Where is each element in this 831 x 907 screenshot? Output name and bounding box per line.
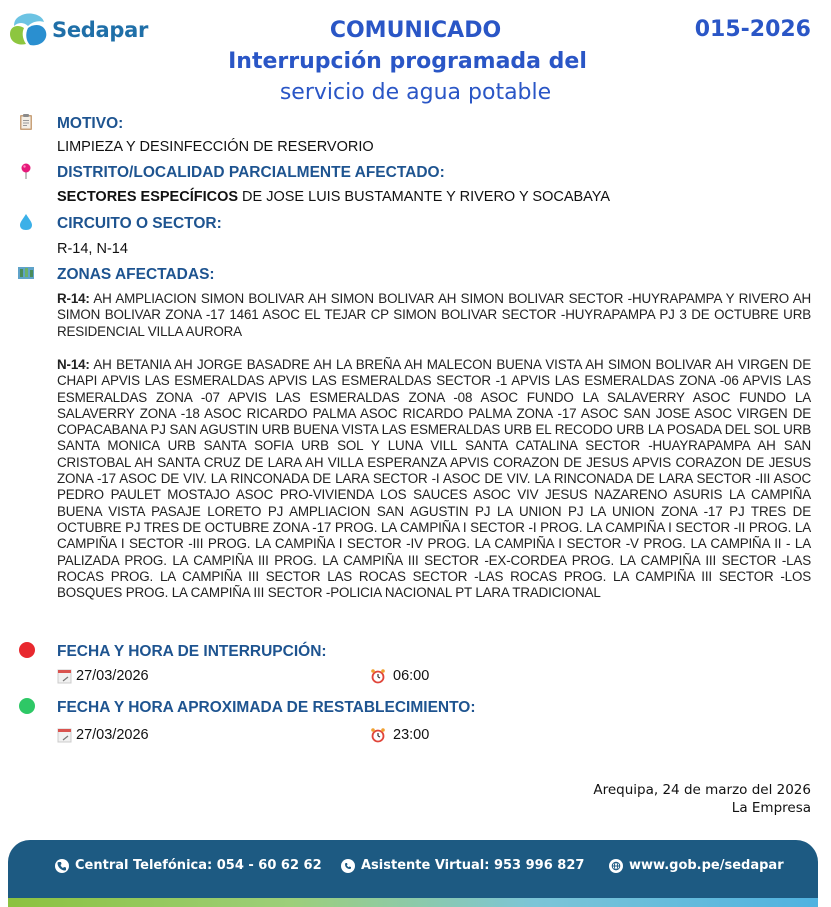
- zone-r14-code: R-14:: [57, 291, 90, 306]
- restablecimiento-time-value: 23:00: [393, 727, 430, 743]
- globe-icon: [609, 859, 623, 873]
- page-subtitle: Interrupción programada del: [228, 49, 587, 74]
- zone-r14-text: AH AMPLIACION SIMON BOLIVAR AH SIMON BOLIVAR AH SIMON BOLIVAR SECTOR -HUYRAPAMPA Y RIVERO AH SIMON BOLIVAR ZONA -17 1461 ASOC EL TEJAR CP SIMON BOLIVAR SECTOR -HUYRAPAMPA PJ 3 DE OCTUBRE URB RESIDENCIAL VILLA AURORA: [57, 291, 811, 339]
- map-icon: [17, 264, 35, 282]
- circuito-label: CIRCUITO O SECTOR:: [57, 215, 222, 232]
- page-title: COMUNICADO: [329, 18, 502, 43]
- restablecimiento-date: [57, 727, 149, 743]
- issuer: La Empresa: [731, 800, 811, 816]
- footer-gradient-strip: [8, 898, 818, 907]
- alarm-clock-icon: [370, 727, 386, 743]
- distrito-label: DISTRITO/LOCALIDAD PARCIALMENTE AFECTADO:: [57, 164, 445, 181]
- footer-phone-text: Central Telefónica: 054 - 60 62 62: [75, 858, 322, 873]
- restablecimiento-date-value: 27/03/2026: [76, 727, 149, 743]
- zone-n14: [57, 357, 811, 601]
- interrupcion-time-value: 06:00: [393, 668, 430, 684]
- clipboard-icon: [17, 113, 35, 131]
- red-status-dot-icon: [19, 642, 35, 658]
- zone-n14-code: N-14:: [57, 357, 90, 372]
- footer-whatsapp[interactable]: [341, 858, 584, 873]
- document-number: 015-2026: [694, 17, 811, 42]
- water-drop-icon: [17, 213, 35, 231]
- motivo-value: LIMPIEZA Y DESINFECCIÓN DE RESERVORIO: [57, 139, 374, 155]
- footer-website-text: www.gob.pe/sedapar: [629, 858, 784, 873]
- footer-website[interactable]: [609, 858, 784, 873]
- restablecimiento-time: [370, 727, 429, 743]
- logo-text: Sedapar: [52, 18, 149, 42]
- contact-footer: [8, 840, 818, 907]
- signature-block: [593, 781, 811, 817]
- footer-phone[interactable]: [55, 858, 322, 873]
- distrito-value-rest: DE JOSE LUIS BUSTAMANTE Y RIVERO Y SOCABAYA: [238, 189, 611, 205]
- page-subtitle-2: servicio de agua potable: [279, 80, 552, 105]
- zone-n14-text: AH BETANIA AH JORGE BASADRE AH LA BREÑA AH MALECON BUENA VISTA AH SIMON BOLIVAR AH VIRGEN DE CHAPI APVIS LAS ESMERALDAS APVIS LAS ESMERALDAS SECTOR -1 APVIS LAS ESMERALDAS ZONA -06 APVIS LAS ESMERALDAS ZONA -07 APVIS LAS ESMERALDAS ZONA -08 ASOC FUNDO LA SALAVERRY ASOC FUNDO LA SALAVERRY ZONA -18 ASOC RICARDO PALMA ASOC RICARDO PALMA ZONA -17 ASOC SAN JOSE ASOC VIRGEN DE COPACABANA PJ SAN AGUSTIN URB BUENA VISTA LAS ESMERALDAS URB EL RECODO URB LA POSADA DEL SOL URB SANTA MONICA URB SANTA SOFIA URB SOL Y LUNA VILL SANTA CATALINA SECTOR -HUAYRAPAMPA AH SAN CRISTOBAL AH SANTA CRUZ DE LARA AH VILLA ESPERANZA APVIS CORAZON DE JESUS APVIS CORAZON DE JESUS ZONA -17 ASOC DE VIV. LA RINCONADA DE LARA SECTOR -I ASOC DE VIV. LA RINCONADA DE LARA SECTOR -III ASOC PEDRO PAULET MOSTAJO ASOC PRO-VIVIENDA LOS SAUCES ASOC VIV JESUS NAZARENO ASURIS LA CAMPIÑA BUENA VISTA PASAJE LORETO PJ AMPLIACION SAN AGUSTIN PJ LA UNION PJ LA UNION ZONA -17 PJ TRES DE OCTUBRE PJ TRES DE OCTUBRE ZONA -17 PROG. LA CAMPIÑA I SECTOR -I PROG. LA CAMPIÑA I SECTOR -II PROG. LA CAMPIÑA I SECTOR -III PROG. LA CAMPIÑA I SECTOR -IV PROG. LA CAMPIÑA I SECTOR -V PROG. LA CAMPIÑA II - LA PALIZADA PROG. LA CAMPIÑA III PROG. LA CAMPIÑA III SECTOR -EX-CORDEA PROG. LA CAMPIÑA III SECTOR -LAS ROCAS PROG. LA CAMPIÑA III SECTOR LAS ROCAS SECTOR -LAS ROCAS PROG. LA CAMPIÑA III SECTOR -LOS BOSQUES PROG. LA CAMPIÑA III SECTOR -POLICIA NACIONAL PT LARA TRADICIONAL: [57, 357, 811, 601]
- circuito-value: R-14, N-14: [57, 241, 128, 257]
- calendar-icon: [57, 727, 73, 743]
- phone-icon: [55, 859, 69, 873]
- distrito-value-bold: SECTORES ESPECÍFICOS: [57, 189, 239, 205]
- interrupcion-time: [370, 668, 429, 684]
- pushpin-icon: [17, 162, 35, 180]
- green-status-dot-icon: [19, 698, 35, 714]
- footer-whatsapp-text: Asistente Virtual: 953 996 827: [361, 858, 585, 873]
- distrito-value: [57, 189, 610, 205]
- interrupcion-date: [57, 668, 149, 684]
- whatsapp-icon: [341, 859, 355, 873]
- zonas-label: ZONAS AFECTADAS:: [57, 266, 215, 283]
- alarm-clock-icon: [370, 668, 386, 684]
- place-date: Arequipa, 24 de marzo del 2026: [593, 782, 811, 798]
- zone-r14: [57, 291, 811, 340]
- restablecimiento-label: FECHA Y HORA APROXIMADA DE RESTABLECIMIENTO:: [57, 699, 476, 716]
- calendar-icon: [57, 668, 73, 684]
- interrupcion-label: FECHA Y HORA DE INTERRUPCIÓN:: [57, 643, 327, 660]
- motivo-label: MOTIVO:: [57, 115, 124, 132]
- interrupcion-date-value: 27/03/2026: [76, 668, 149, 684]
